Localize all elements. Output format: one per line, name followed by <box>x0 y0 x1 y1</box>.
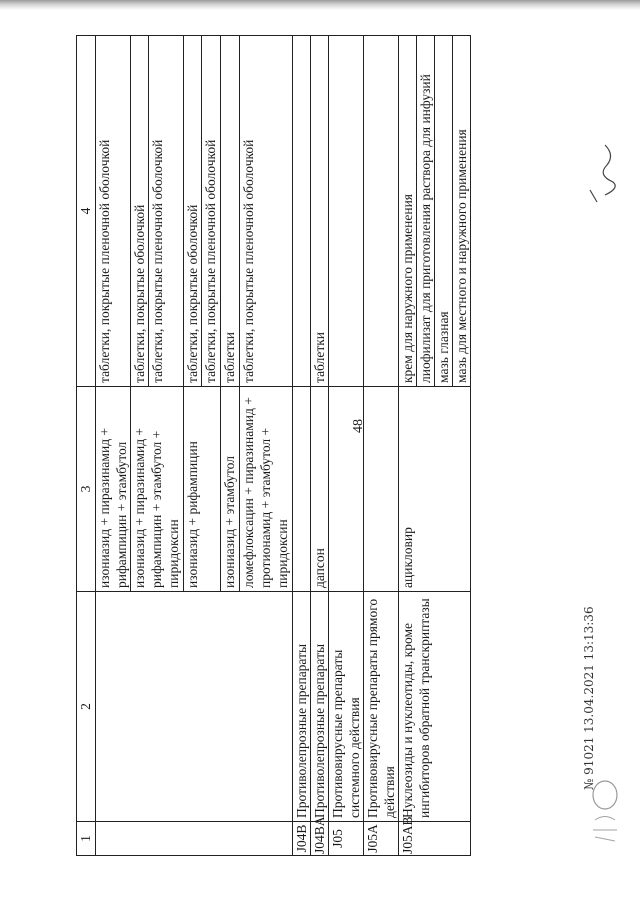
form-group <box>239 36 292 386</box>
table-row <box>329 36 364 856</box>
atc-code: J05 <box>329 822 364 856</box>
atc-code: J05AB <box>399 822 471 856</box>
substance-name: изониазид + рифампицин <box>183 387 220 591</box>
form-group <box>130 36 183 386</box>
atc-code: J04B <box>293 822 311 856</box>
form-group <box>399 36 470 386</box>
column-header: 4 <box>77 36 96 387</box>
table-row <box>364 36 399 856</box>
substance-cell <box>329 387 364 592</box>
group-name <box>96 592 293 822</box>
group-name: Противовирусные препараты прямого действия <box>364 592 399 822</box>
rotated-page <box>76 36 636 856</box>
dosage-form: мазь для местного и наружного применения <box>452 36 470 386</box>
substance-cell <box>293 387 311 592</box>
dosage-form: таблетки <box>222 331 237 383</box>
dosage-form: таблетки, покрытые пленочной оболочкой <box>241 139 256 383</box>
form-cell <box>329 36 364 387</box>
document-number: № 91021 13.04.2021 13:13:36 <box>582 606 596 790</box>
form-group <box>311 36 328 386</box>
signature-icon <box>575 140 635 210</box>
dosage-form: таблетки, покрытые пленочной оболочкой <box>201 36 219 386</box>
group-name: Нуклеозиды и нуклеотиды, кроме ингибиторов обратной транскриптазы <box>399 592 471 822</box>
table-row <box>311 36 329 856</box>
dosage-form: крем для наружного применения <box>400 193 415 383</box>
form-group <box>183 36 220 386</box>
substance-name: изониазид + пиразинамид + рифампицин + этамбутол <box>97 427 129 588</box>
form-cell <box>311 36 329 387</box>
atc-code: J04BA <box>312 816 327 854</box>
form-cell <box>96 36 293 387</box>
scan-edge <box>0 0 640 10</box>
substance-name: изониазид + пиразинамид + рифампицин + этамбутол + пиридоксин <box>130 387 183 591</box>
dosage-form: таблетки, покрытые оболочкой <box>132 204 147 383</box>
page-number: 48 <box>351 419 366 433</box>
table-row <box>293 36 311 856</box>
group-name: Противовирусные препараты системного действия <box>329 592 364 822</box>
substance-name: дапсон <box>312 548 327 588</box>
dosage-form: таблетки, покрытые пленочной оболочкой <box>97 139 112 383</box>
form-group <box>220 36 239 386</box>
stamp-seal-icon <box>585 775 625 855</box>
table-row <box>399 36 471 856</box>
header-row <box>77 36 96 856</box>
dosage-form: таблетки, покрытые пленочной оболочкой <box>148 36 166 386</box>
substance-cell <box>364 387 399 592</box>
substance-name: изониазид + этамбутол <box>220 387 239 591</box>
table-body <box>96 36 471 856</box>
substance-name: ломефлоксацин + пиразинамид + протионамид + этамбутол + пиридоксин <box>239 387 292 591</box>
group-name: Противолепрозные препараты <box>293 592 311 822</box>
column-header: 1 <box>77 822 96 856</box>
dosage-form: мазь глазная <box>434 36 452 386</box>
table-row <box>96 36 293 856</box>
column-header: 3 <box>77 387 96 592</box>
dosage-form: лиофилизат для приготовления раствора для инфузий <box>416 36 434 386</box>
dosage-form: таблетки, покрытые оболочкой <box>185 204 200 383</box>
substance-cell <box>399 387 471 592</box>
atc-code <box>96 822 293 856</box>
column-header: 2 <box>77 592 96 822</box>
substance-cell <box>96 387 293 592</box>
atc-code: J05A <box>364 822 399 856</box>
form-cell <box>293 36 311 387</box>
dosage-form: таблетки <box>312 331 327 383</box>
substance-name: ацикловир <box>400 527 415 588</box>
form-cell <box>399 36 471 387</box>
group-name: Противолепрозные препараты <box>311 592 329 822</box>
medicines-table <box>76 35 471 856</box>
substance-cell <box>311 387 329 592</box>
form-cell <box>364 36 399 387</box>
form-group <box>96 36 130 386</box>
